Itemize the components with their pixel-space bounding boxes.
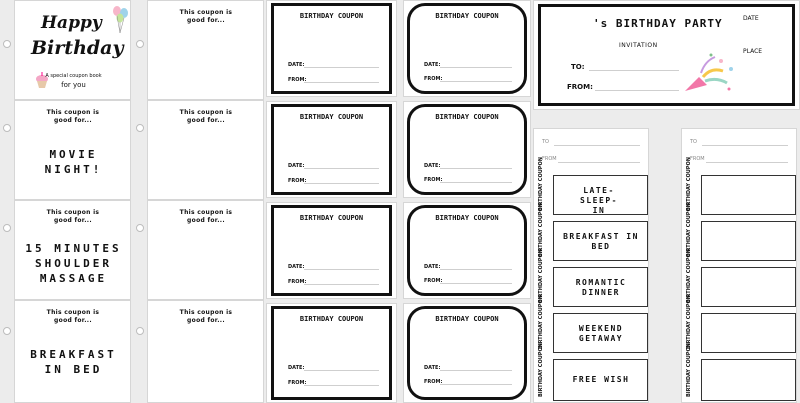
coupon-title: BIRTHDAY COUPON bbox=[299, 315, 364, 323]
from-label: FROM: bbox=[288, 178, 307, 184]
from-line bbox=[440, 81, 512, 82]
from-line bbox=[304, 385, 379, 386]
strip-from-line bbox=[706, 162, 788, 163]
date-line bbox=[304, 67, 379, 68]
party-popper-icon bbox=[681, 47, 741, 97]
date-label: DATE: bbox=[424, 264, 441, 270]
good-for-text: This coupon is good for... bbox=[46, 209, 100, 224]
strip-side-label: BIRTHDAY COUPON bbox=[538, 343, 544, 397]
coupon-title: BIRTHDAY COUPON bbox=[299, 12, 364, 20]
from-label: FROM: bbox=[424, 177, 443, 183]
ticket-text: FREE WISH bbox=[572, 375, 630, 384]
strip-side-label: BIRTHDAY COUPON bbox=[538, 157, 544, 211]
date-label: DATE: bbox=[424, 163, 441, 169]
coupon-rect-4 bbox=[266, 303, 397, 403]
coupon-frame bbox=[407, 104, 527, 195]
blank-card-4 bbox=[147, 300, 264, 403]
date-line bbox=[304, 370, 379, 371]
coupon-title: BIRTHDAY COUPON bbox=[435, 315, 499, 323]
punch-hole bbox=[136, 224, 144, 232]
punch-hole bbox=[136, 40, 144, 48]
punch-hole bbox=[136, 327, 144, 335]
blank-card-2 bbox=[147, 100, 264, 200]
date-label: DATE: bbox=[288, 264, 305, 270]
cover-title-happy: Happy bbox=[41, 13, 102, 33]
from-line bbox=[440, 283, 512, 284]
good-for-text: This coupon is good for... bbox=[179, 109, 233, 124]
from-line bbox=[595, 90, 679, 91]
date-label: DATE: bbox=[288, 163, 305, 169]
date-label: DATE: bbox=[424, 365, 441, 371]
good-for-text: This coupon is good for... bbox=[46, 309, 100, 324]
invitation-title: 's BIRTHDAY PARTY bbox=[593, 17, 723, 30]
to-line bbox=[589, 70, 679, 71]
cover-subtitle: A special coupon book bbox=[45, 73, 102, 79]
strip-side-label: BIRTHDAY COUPON bbox=[538, 295, 544, 349]
good-for-text: This coupon is good for... bbox=[179, 209, 233, 224]
invitation-place-label: PLACE bbox=[743, 48, 763, 55]
activity-card-2 bbox=[14, 200, 131, 300]
strip-to-label: TO bbox=[542, 139, 549, 145]
ticket-weekend-getaway bbox=[553, 313, 648, 353]
balloons-icon bbox=[111, 5, 131, 35]
good-for-text: This coupon is good for... bbox=[179, 9, 233, 24]
coupon-frame bbox=[271, 3, 392, 94]
cover-card bbox=[14, 0, 131, 100]
ticket-blank bbox=[701, 175, 796, 215]
from-line bbox=[304, 82, 379, 83]
from-label: FROM: bbox=[424, 278, 443, 284]
strip-side-label: BIRTHDAY COUPON bbox=[686, 203, 692, 257]
ticket-late-sleep-in bbox=[553, 175, 648, 215]
blank-card-1 bbox=[147, 0, 264, 100]
coupon-scallop-2 bbox=[403, 101, 531, 198]
activity-text: MOVIE NIGHT! bbox=[44, 148, 103, 176]
coupon-frame bbox=[407, 3, 527, 94]
date-label: DATE: bbox=[288, 62, 305, 68]
from-line bbox=[440, 384, 512, 385]
strip-side-label: BIRTHDAY COUPON bbox=[538, 249, 544, 303]
ticket-free-wish bbox=[553, 359, 648, 401]
invitation-date-label: DATE bbox=[743, 15, 759, 22]
strip-side-label: BIRTHDAY COUPON bbox=[538, 203, 544, 257]
date-line bbox=[440, 67, 512, 68]
coupon-title: BIRTHDAY COUPON bbox=[299, 214, 364, 222]
from-label: FROM: bbox=[288, 77, 307, 83]
date-line bbox=[304, 269, 379, 270]
coupon-scallop-4 bbox=[403, 303, 531, 403]
ticket-blank bbox=[701, 221, 796, 261]
activity-card-1 bbox=[14, 100, 131, 200]
from-label: FROM: bbox=[288, 380, 307, 386]
from-label: FROM: bbox=[288, 279, 307, 285]
coupon-rect-1 bbox=[266, 0, 397, 97]
coupon-frame bbox=[271, 104, 392, 195]
blank-card-3 bbox=[147, 200, 264, 300]
date-line bbox=[440, 269, 512, 270]
coupon-title: BIRTHDAY COUPON bbox=[299, 113, 364, 121]
ticket-romantic-dinner bbox=[553, 267, 648, 307]
cover-title-birthday: Birthday bbox=[31, 37, 124, 59]
good-for-text: This coupon is good for... bbox=[46, 109, 100, 124]
strip-from-label: FROM bbox=[542, 156, 557, 162]
from-line bbox=[440, 182, 512, 183]
ticket-text: ROMANTIC DINNER bbox=[575, 278, 627, 297]
good-for-text: This coupon is good for... bbox=[179, 309, 233, 324]
invitation-subtitle: INVITATION bbox=[619, 42, 658, 49]
coupon-frame bbox=[271, 306, 392, 400]
activity-text: BREAKFAST IN BED bbox=[30, 348, 117, 376]
strip-from-line bbox=[558, 162, 640, 163]
ticket-blank bbox=[701, 313, 796, 353]
coupon-frame bbox=[407, 205, 527, 296]
invitation-to-label: TO: bbox=[571, 63, 585, 71]
strip-side-label: BIRTHDAY COUPON bbox=[686, 295, 692, 349]
punch-hole bbox=[3, 124, 11, 132]
coupon-title: BIRTHDAY COUPON bbox=[435, 12, 499, 20]
ticket-blank bbox=[701, 359, 796, 401]
ticket-blank bbox=[701, 267, 796, 307]
activity-text: 15 MINUTES SHOULDER MASSAGE bbox=[25, 242, 122, 285]
invitation-card bbox=[533, 0, 800, 110]
coupon-rect-3 bbox=[266, 202, 397, 299]
from-label: FROM: bbox=[424, 379, 443, 385]
date-line bbox=[304, 168, 379, 169]
ticket-text: BREAKFAST IN BED bbox=[563, 232, 639, 251]
strip-to-label: TO bbox=[690, 139, 697, 145]
date-label: DATE: bbox=[288, 365, 305, 371]
ticket-strip-1 bbox=[533, 128, 649, 403]
coupon-title: BIRTHDAY COUPON bbox=[435, 113, 499, 121]
coupon-scallop-3 bbox=[403, 202, 531, 299]
from-line bbox=[304, 183, 379, 184]
coupon-title: BIRTHDAY COUPON bbox=[435, 214, 499, 222]
strip-side-label: BIRTHDAY COUPON bbox=[686, 157, 692, 211]
strip-side-label: BIRTHDAY COUPON bbox=[686, 249, 692, 303]
date-line bbox=[440, 370, 512, 371]
coupon-frame bbox=[271, 205, 392, 296]
punch-hole bbox=[3, 40, 11, 48]
ticket-text: WEEKEND GETAWAY bbox=[578, 324, 624, 343]
invitation-frame bbox=[538, 4, 795, 106]
strip-from-label: FROM bbox=[690, 156, 705, 162]
date-line bbox=[440, 168, 512, 169]
punch-hole bbox=[3, 327, 11, 335]
cover-subtitle2: for you bbox=[61, 81, 86, 89]
strip-to-line bbox=[554, 145, 640, 146]
activity-card-3 bbox=[14, 300, 131, 403]
invitation-from-label: FROM: bbox=[567, 83, 593, 91]
coupon-frame bbox=[407, 306, 527, 400]
ticket-strip-2 bbox=[681, 128, 797, 403]
date-label: DATE: bbox=[424, 62, 441, 68]
punch-hole bbox=[136, 124, 144, 132]
punch-hole bbox=[3, 224, 11, 232]
strip-side-label: BIRTHDAY COUPON bbox=[686, 343, 692, 397]
from-label: FROM: bbox=[424, 76, 443, 82]
from-line bbox=[304, 284, 379, 285]
coupon-rect-2 bbox=[266, 101, 397, 198]
strip-to-line bbox=[702, 145, 788, 146]
coupon-scallop-1 bbox=[403, 0, 531, 97]
ticket-breakfast-in-bed bbox=[553, 221, 648, 261]
ticket-text: LATE-SLEEP-IN bbox=[580, 186, 618, 215]
